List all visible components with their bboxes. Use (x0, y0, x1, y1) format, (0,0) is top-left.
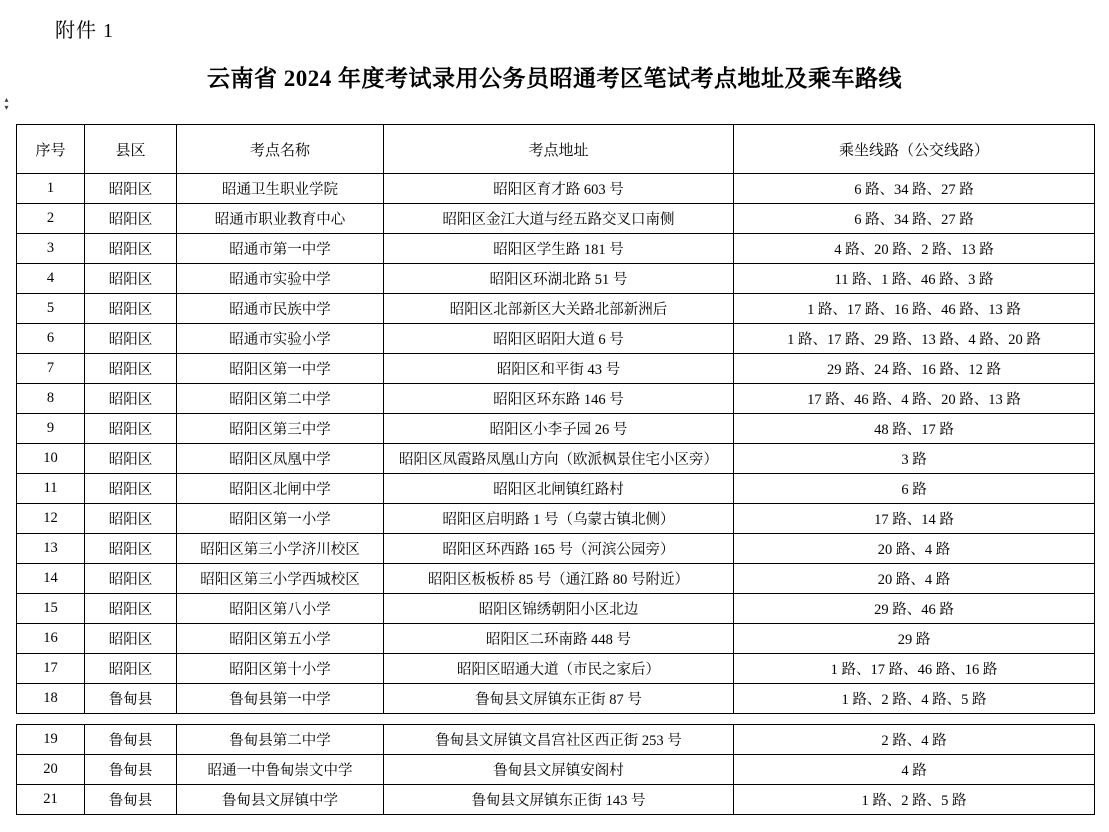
cell-no: 15 (17, 594, 85, 624)
cell-no: 19 (17, 725, 85, 755)
table-row (17, 474, 1095, 504)
cell-district: 昭阳区 (85, 174, 177, 204)
cell-address: 昭阳区和平街 43 号 (384, 354, 734, 384)
cell-site: 昭阳区第二中学 (177, 384, 384, 414)
cell-district: 昭阳区 (85, 324, 177, 354)
cell-site: 昭通一中鲁甸崇文中学 (177, 755, 384, 785)
cell-address: 昭阳区昭通大道（市民之家后） (384, 654, 734, 684)
table-row (17, 174, 1095, 204)
cell-routes: 2 路、4 路 (734, 725, 1095, 755)
cell-no: 3 (17, 234, 85, 264)
cell-routes: 4 路、20 路、2 路、13 路 (734, 234, 1095, 264)
cell-district: 昭阳区 (85, 204, 177, 234)
cell-no: 20 (17, 755, 85, 785)
cell-district: 昭阳区 (85, 234, 177, 264)
cell-district: 鲁甸县 (85, 755, 177, 785)
exam-sites-table-continued (16, 724, 1095, 815)
cell-district: 昭阳区 (85, 594, 177, 624)
cell-no: 9 (17, 414, 85, 444)
cell-routes: 17 路、46 路、4 路、20 路、13 路 (734, 384, 1095, 414)
cell-no: 18 (17, 684, 85, 714)
cell-district: 昭阳区 (85, 414, 177, 444)
cell-site: 昭阳区第三中学 (177, 414, 384, 444)
cell-routes: 1 路、17 路、16 路、46 路、13 路 (734, 294, 1095, 324)
table-row (17, 755, 1095, 785)
cell-no: 16 (17, 624, 85, 654)
cell-no: 13 (17, 534, 85, 564)
column-header-no: 序号 (17, 125, 85, 174)
column-header-district: 县区 (85, 125, 177, 174)
cell-no: 17 (17, 654, 85, 684)
cell-district: 鲁甸县 (85, 725, 177, 755)
cell-district: 鲁甸县 (85, 785, 177, 815)
cell-district: 昭阳区 (85, 624, 177, 654)
table-row (17, 684, 1095, 714)
cell-address: 昭阳区启明路 1 号（乌蒙古镇北侧） (384, 504, 734, 534)
table-row (17, 264, 1095, 294)
cell-site: 昭阳区第一中学 (177, 354, 384, 384)
cell-site: 昭阳区北闸中学 (177, 474, 384, 504)
table-row (17, 204, 1095, 234)
cell-address: 昭阳区凤霞路凤凰山方向（欧派枫景住宅小区旁） (384, 444, 734, 474)
gutter-mark-top: ▴ (4, 95, 9, 104)
cell-no: 7 (17, 354, 85, 384)
table-row (17, 414, 1095, 444)
cell-site: 昭阳区第三小学济川校区 (177, 534, 384, 564)
cell-site: 昭通市民族中学 (177, 294, 384, 324)
column-header-site: 考点名称 (177, 125, 384, 174)
cell-routes: 29 路、24 路、16 路、12 路 (734, 354, 1095, 384)
cell-district: 昭阳区 (85, 504, 177, 534)
table-row (17, 444, 1095, 474)
cell-district: 昭阳区 (85, 534, 177, 564)
cell-address: 昭阳区金江大道与经五路交叉口南侧 (384, 204, 734, 234)
table-row (17, 384, 1095, 414)
cell-site: 昭通市实验中学 (177, 264, 384, 294)
cell-address: 昭阳区北部新区大关路北部新洲后 (384, 294, 734, 324)
cell-no: 8 (17, 384, 85, 414)
cell-address: 昭阳区学生路 181 号 (384, 234, 734, 264)
cell-site: 昭通市实验小学 (177, 324, 384, 354)
cell-routes: 11 路、1 路、46 路、3 路 (734, 264, 1095, 294)
exam-sites-table (16, 124, 1095, 714)
cell-address: 鲁甸县文屏镇东正街 143 号 (384, 785, 734, 815)
cell-site: 昭阳区第五小学 (177, 624, 384, 654)
cell-site: 昭阳区第一小学 (177, 504, 384, 534)
cell-site: 昭通市职业教育中心 (177, 204, 384, 234)
cell-address: 昭阳区小李子园 26 号 (384, 414, 734, 444)
cell-site: 鲁甸县第一中学 (177, 684, 384, 714)
cell-routes: 3 路 (734, 444, 1095, 474)
cell-address: 昭阳区二环南路 448 号 (384, 624, 734, 654)
cell-routes: 1 路、2 路、5 路 (734, 785, 1095, 815)
cell-address: 鲁甸县文屏镇文昌宫社区西正街 253 号 (384, 725, 734, 755)
cell-routes: 6 路、34 路、27 路 (734, 174, 1095, 204)
cell-district: 昭阳区 (85, 264, 177, 294)
cell-no: 6 (17, 324, 85, 354)
cell-site: 昭阳区第十小学 (177, 654, 384, 684)
table-row (17, 234, 1095, 264)
cell-district: 昭阳区 (85, 474, 177, 504)
table-row (17, 294, 1095, 324)
cell-no: 14 (17, 564, 85, 594)
cell-site: 鲁甸县文屏镇中学 (177, 785, 384, 815)
cell-routes: 29 路 (734, 624, 1095, 654)
cell-district: 昭阳区 (85, 294, 177, 324)
cell-address: 昭阳区北闸镇红路村 (384, 474, 734, 504)
cell-routes: 6 路、34 路、27 路 (734, 204, 1095, 234)
cell-address: 昭阳区环东路 146 号 (384, 384, 734, 414)
cell-district: 昭阳区 (85, 384, 177, 414)
cell-no: 5 (17, 294, 85, 324)
table-row (17, 354, 1095, 384)
table-row (17, 534, 1095, 564)
attachment-label: 附件 1 (55, 20, 114, 42)
cell-no: 1 (17, 174, 85, 204)
cell-district: 昭阳区 (85, 354, 177, 384)
exam-sites-table-continued-wrap (16, 724, 1094, 815)
cell-site: 昭阳区第八小学 (177, 594, 384, 624)
cell-site: 昭通卫生职业学院 (177, 174, 384, 204)
cell-no: 12 (17, 504, 85, 534)
table-row (17, 504, 1095, 534)
table-row (17, 785, 1095, 815)
cell-site: 昭阳区凤凰中学 (177, 444, 384, 474)
table-row (17, 725, 1095, 755)
cell-address: 鲁甸县文屏镇东正街 87 号 (384, 684, 734, 714)
cell-site: 昭通市第一中学 (177, 234, 384, 264)
column-header-address: 考点地址 (384, 125, 734, 174)
cell-routes: 17 路、14 路 (734, 504, 1095, 534)
cell-routes: 20 路、4 路 (734, 564, 1095, 594)
cell-address: 昭阳区板板桥 85 号（通江路 80 号附近） (384, 564, 734, 594)
table-row (17, 324, 1095, 354)
cell-routes: 6 路 (734, 474, 1095, 504)
cell-address: 昭阳区锦绣朝阳小区北边 (384, 594, 734, 624)
page-title: 云南省 2024 年度考试录用公务员昭通考区笔试考点地址及乘车路线 (207, 66, 902, 91)
cell-address: 昭阳区昭阳大道 6 号 (384, 324, 734, 354)
table-row (17, 624, 1095, 654)
table-row (17, 654, 1095, 684)
cell-routes: 4 路 (734, 755, 1095, 785)
table-row (17, 564, 1095, 594)
column-header-routes: 乘坐线路（公交线路） (734, 125, 1095, 174)
cell-district: 昭阳区 (85, 564, 177, 594)
cell-routes: 1 路、17 路、29 路、13 路、4 路、20 路 (734, 324, 1095, 354)
cell-district: 鲁甸县 (85, 684, 177, 714)
cell-no: 2 (17, 204, 85, 234)
cell-address: 昭阳区环西路 165 号（河滨公园旁） (384, 534, 734, 564)
table-row (17, 594, 1095, 624)
cell-address: 鲁甸县文屏镇安阁村 (384, 755, 734, 785)
cell-district: 昭阳区 (85, 654, 177, 684)
cell-no: 10 (17, 444, 85, 474)
cell-routes: 1 路、17 路、46 路、16 路 (734, 654, 1095, 684)
cell-address: 昭阳区环湖北路 51 号 (384, 264, 734, 294)
cell-routes: 48 路、17 路 (734, 414, 1095, 444)
table-header-row (17, 125, 1095, 174)
cell-district: 昭阳区 (85, 444, 177, 474)
cell-no: 21 (17, 785, 85, 815)
cell-routes: 1 路、2 路、4 路、5 路 (734, 684, 1095, 714)
cell-site: 鲁甸县第二中学 (177, 725, 384, 755)
cell-address: 昭阳区育才路 603 号 (384, 174, 734, 204)
exam-sites-table-wrap (16, 124, 1094, 714)
cell-no: 4 (17, 264, 85, 294)
cell-site: 昭阳区第三小学西城校区 (177, 564, 384, 594)
cell-routes: 20 路、4 路 (734, 534, 1095, 564)
cell-no: 11 (17, 474, 85, 504)
cell-routes: 29 路、46 路 (734, 594, 1095, 624)
gutter-mark-bottom: ▾ (4, 103, 9, 112)
